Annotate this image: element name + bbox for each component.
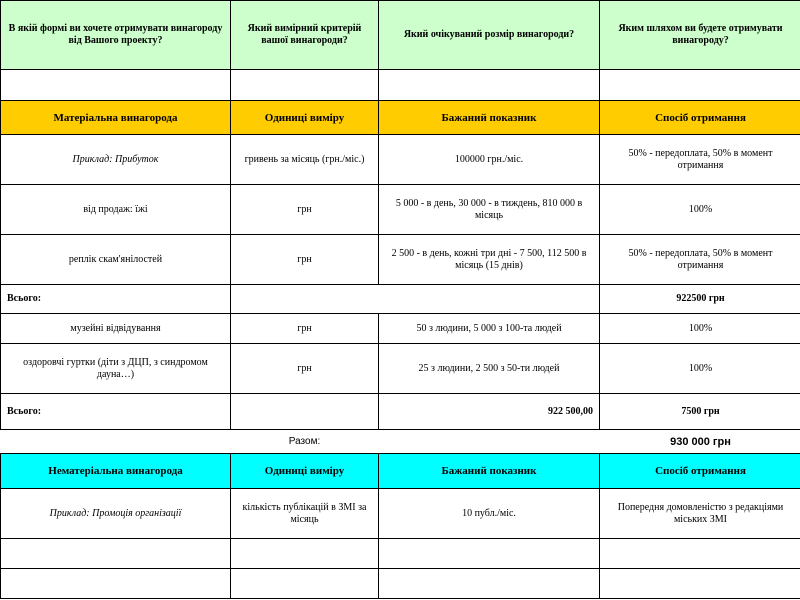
gap-cell <box>379 430 600 454</box>
total-value: 7500 грн <box>600 394 800 430</box>
empty-cell[interactable] <box>379 539 600 569</box>
gap-cell <box>1 430 231 454</box>
total-row <box>1 285 800 314</box>
target-cell: 5 000 - в день, 30 000 - в тиждень, 810 000 в місяць <box>379 185 600 235</box>
material-header-method: Спосіб отримання <box>600 101 800 135</box>
method-cell: 100% <box>600 344 800 394</box>
answer-row-empty <box>1 70 800 101</box>
table-row <box>1 539 800 569</box>
empty-cell[interactable] <box>231 70 379 101</box>
material-header-target: Бажаний показник <box>379 101 600 135</box>
target-cell: 25 з людини, 2 500 з 50-ти людей <box>379 344 600 394</box>
target-cell: 50 з людини, 5 000 з 100-та людей <box>379 314 600 344</box>
nonmaterial-header-type: Нематеріальна винагорода <box>1 454 231 489</box>
target-cell: 10 публ./міс. <box>379 489 600 539</box>
total-sum: 922 500,00 <box>379 394 600 430</box>
question-method: Яким шляхом ви будете отримувати винагороду? <box>600 1 800 70</box>
unit-cell: грн <box>231 314 379 344</box>
reward-type-cell: оздоровчі гуртки (діти з ДЦП, з синдромом дауна…) <box>1 344 231 394</box>
summary-row <box>1 430 800 454</box>
table-row <box>1 135 800 185</box>
method-cell: Попередня домовленістю з редакціями міських ЗМІ <box>600 489 800 539</box>
table-row <box>1 569 800 599</box>
method-cell: 50% - передоплата, 50% в момент отримання <box>600 235 800 285</box>
target-cell: 100000 грн./міс. <box>379 135 600 185</box>
question-form: В якій формі ви хочете отримувати винагороду від Вашого проекту? <box>1 1 231 70</box>
table-row <box>1 235 800 285</box>
empty-cell[interactable] <box>231 539 379 569</box>
method-cell: 100% <box>600 185 800 235</box>
nonmaterial-header-method: Спосіб отримання <box>600 454 800 489</box>
unit-cell: грн <box>231 344 379 394</box>
summary-value: 930 000 грн <box>670 435 731 448</box>
empty-cell[interactable] <box>1 539 231 569</box>
reward-type-cell: реплік скам'янілостей <box>1 235 231 285</box>
empty-cell[interactable] <box>231 569 379 599</box>
total-label: Всього: <box>1 285 231 314</box>
table-row <box>1 185 800 235</box>
empty-cell[interactable] <box>600 539 800 569</box>
reward-type-cell: від продаж: їжі <box>1 185 231 235</box>
total-blank <box>231 285 600 314</box>
empty-cell[interactable] <box>1 569 231 599</box>
empty-cell[interactable] <box>379 569 600 599</box>
method-cell: 50% - передоплата, 50% в момент отримання <box>600 135 800 185</box>
unit-cell: грн <box>231 235 379 285</box>
unit-cell: гривень за місяць (грн./міс.) <box>231 135 379 185</box>
question-criterion: Який вимірний критерій вашої винагороди? <box>231 1 379 70</box>
empty-cell[interactable] <box>600 569 800 599</box>
unit-cell: кількість публікацій в ЗМІ за місяць <box>231 489 379 539</box>
reward-type-cell: музейні відвідування <box>1 314 231 344</box>
empty-cell[interactable] <box>1 70 231 101</box>
material-header-unit: Одиниці виміру <box>231 101 379 135</box>
summary-label: Разом: <box>288 435 321 447</box>
nonmaterial-header-row <box>1 454 800 489</box>
method-cell: 100% <box>600 314 800 344</box>
total-label: Всього: <box>1 394 231 430</box>
empty-cell[interactable] <box>379 70 600 101</box>
total-row <box>1 394 800 430</box>
question-size: Який очікуваний розмір винагороди? <box>379 1 600 70</box>
table-row <box>1 489 800 539</box>
nonmaterial-header-unit: Одиниці виміру <box>231 454 379 489</box>
total-blank <box>231 394 379 430</box>
table-row <box>1 344 800 394</box>
table-row <box>1 314 800 344</box>
material-header-row <box>1 101 800 135</box>
nonmaterial-header-target: Бажаний показник <box>379 454 600 489</box>
question-header-row <box>1 1 800 70</box>
reward-type-cell: Приклад: Промоція організації <box>1 489 231 539</box>
reward-type-cell: Приклад: Прибуток <box>1 135 231 185</box>
empty-cell[interactable] <box>600 70 800 101</box>
unit-cell: грн <box>231 185 379 235</box>
total-value: 922500 грн <box>600 285 800 314</box>
material-header-type: Матеріальна винагорода <box>1 101 231 135</box>
target-cell: 2 500 - в день, кожні три дні - 7 500, 112 500 в місяць (15 днів) <box>379 235 600 285</box>
